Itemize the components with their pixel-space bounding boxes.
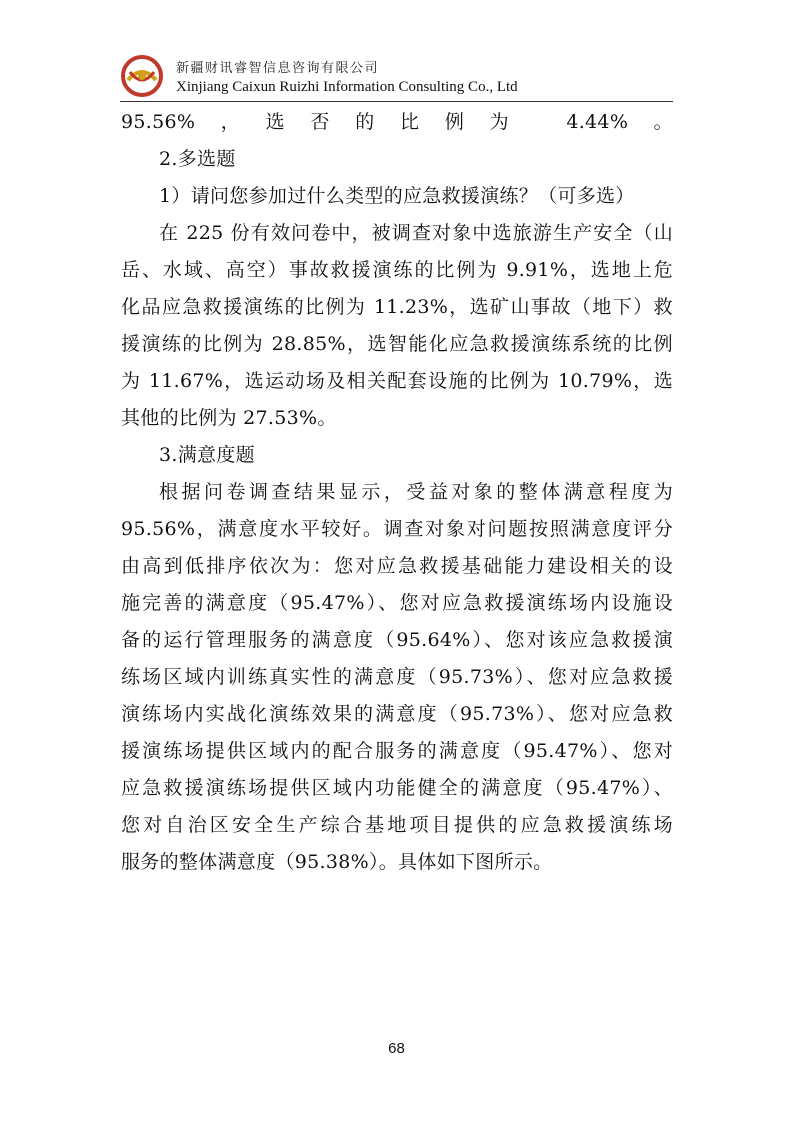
company-name-en: Xinjiang Caixun Ruizhi Information Consulting Co., Ltd	[176, 79, 518, 95]
text-line: 施完善的满意度（95.47%）、您对应急救援演练场内设施设	[121, 592, 673, 614]
company-name-cn: 新疆财讯睿智信息咨询有限公司	[176, 61, 380, 76]
text-line: 95.56%，选否的比例为 4.44%。	[121, 111, 673, 133]
text-line: 您对自治区安全生产综合基地项目提供的应急救援演练场	[121, 814, 673, 836]
text-line: 应急救援演练场提供区域内功能健全的满意度（95.47%）、	[121, 777, 673, 799]
section-heading: 2.多选题	[159, 148, 236, 170]
text-line: 化品应急救援演练的比例为 11.23%，选矿山事故（地下）救	[121, 296, 673, 318]
text-line: 岳、水域、高空）事故救援演练的比例为 9.91%，选地上危	[121, 259, 673, 281]
text-line: 援演练场提供区域内的配合服务的满意度（95.47%）、您对	[121, 740, 673, 762]
page-number: 68	[388, 1040, 405, 1057]
page-header	[120, 50, 673, 102]
question-heading: 1）请问您参加过什么类型的应急救援演练？（可多选）	[159, 185, 635, 207]
text-line: 服务的整体满意度（95.38%）。具体如下图所示。	[121, 851, 553, 873]
text-line: 演练场内实战化演练效果的满意度（95.73%）、您对应急救	[121, 703, 673, 725]
company-logo-icon	[120, 54, 164, 98]
text-line: 由高到低排序依次为：您对应急救援基础能力建设相关的设	[121, 555, 673, 577]
text-line: 练场区域内训练真实性的满意度（95.73%）、您对应急救援	[121, 666, 673, 688]
text-line: 95.56%，满意度水平较好。调查对象对问题按照满意度评分	[121, 518, 673, 540]
text-line: 备的运行管理服务的满意度（95.64%）、您对该应急救援演	[121, 629, 673, 651]
document-body	[121, 104, 673, 881]
text-line: 其他的比例为 27.53%。	[121, 407, 337, 429]
text-line: 援演练的比例为 28.85%，选智能化应急救援演练系统的比例	[121, 333, 673, 355]
text-line: 为 11.67%，选运动场及相关配套设施的比例为 10.79%，选	[121, 370, 673, 392]
text-line: 根据问卷调查结果显示，受益对象的整体满意程度为	[159, 481, 673, 503]
section-heading: 3.满意度题	[159, 444, 255, 466]
header-divider	[120, 101, 673, 102]
text-line: 在 225 份有效问卷中，被调查对象中选旅游生产安全（山	[159, 222, 673, 244]
